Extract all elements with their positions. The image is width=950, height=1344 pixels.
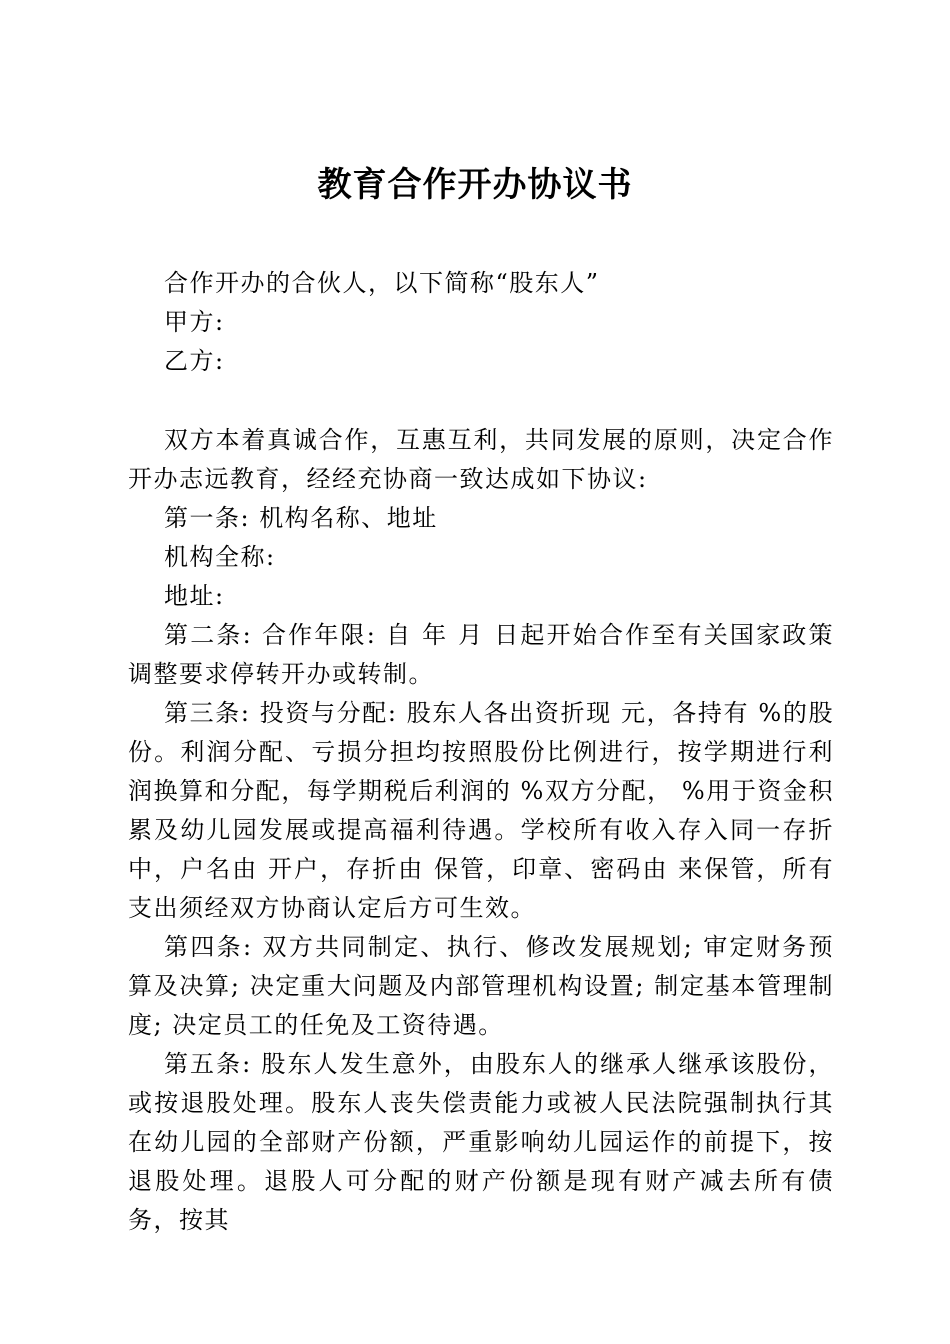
- agreement-body: [128, 421, 834, 1240]
- article-5-paragraph: 第五条: 股东人发生意外，由股东人的继承人继承该股份，或按退股处理。股东人丧失偿责能力或被人民法院强制执行其在幼儿园的全部财产份额，严重影响幼儿园运作的前提下，按退股处理。退股人可分配的财产份额是现有财产减去所有债务，按其: [128, 1050, 834, 1234]
- preamble-paragraph: 双方本着真诚合作，互惠互利，共同发展的原则，决定合作开办志远教育，经经充协商一致达成如下协议:: [128, 426, 834, 493]
- institution-name-line: 机构全称:: [164, 543, 276, 571]
- article-1-heading: 第一条: 机构名称、地址: [164, 504, 438, 532]
- address-line: 地址:: [164, 582, 225, 610]
- party-b-line: 乙方:: [164, 347, 225, 375]
- article-2-paragraph: 第二条: 合作年限: 自 年 月 日起开始合作至有关国家政策调整要求停转开办或转制。: [128, 621, 834, 688]
- party-a-line: 甲方:: [164, 308, 225, 336]
- article-3-paragraph: 第三条: 投资与分配: 股东人各出资折现 元，各持有 %的股份。利润分配、亏损分担均按照股份比例进行，按学期进行利润换算和分配，每学期税后利润的 %双方分配， %用于资金积累及幼儿园发展或提高福利待遇。学校所有收入存入同一存折中，户名由 开户，存折由 保管，印章、密码由 来保管，所有支出须经双方协商认定后方可生效。: [128, 699, 834, 922]
- intro-block: [128, 264, 834, 381]
- document-title: 教育合作开办协议书: [317, 165, 633, 205]
- partners-line: 合作开办的合伙人，以下简称“股东人”: [164, 269, 600, 297]
- article-4-paragraph: 第四条: 双方共同制定、执行、修改发展规划; 审定财务预算及决算; 决定重大问题及内部管理机构设置; 制定基本管理制度; 决定员工的任免及工资待遇。: [128, 933, 834, 1039]
